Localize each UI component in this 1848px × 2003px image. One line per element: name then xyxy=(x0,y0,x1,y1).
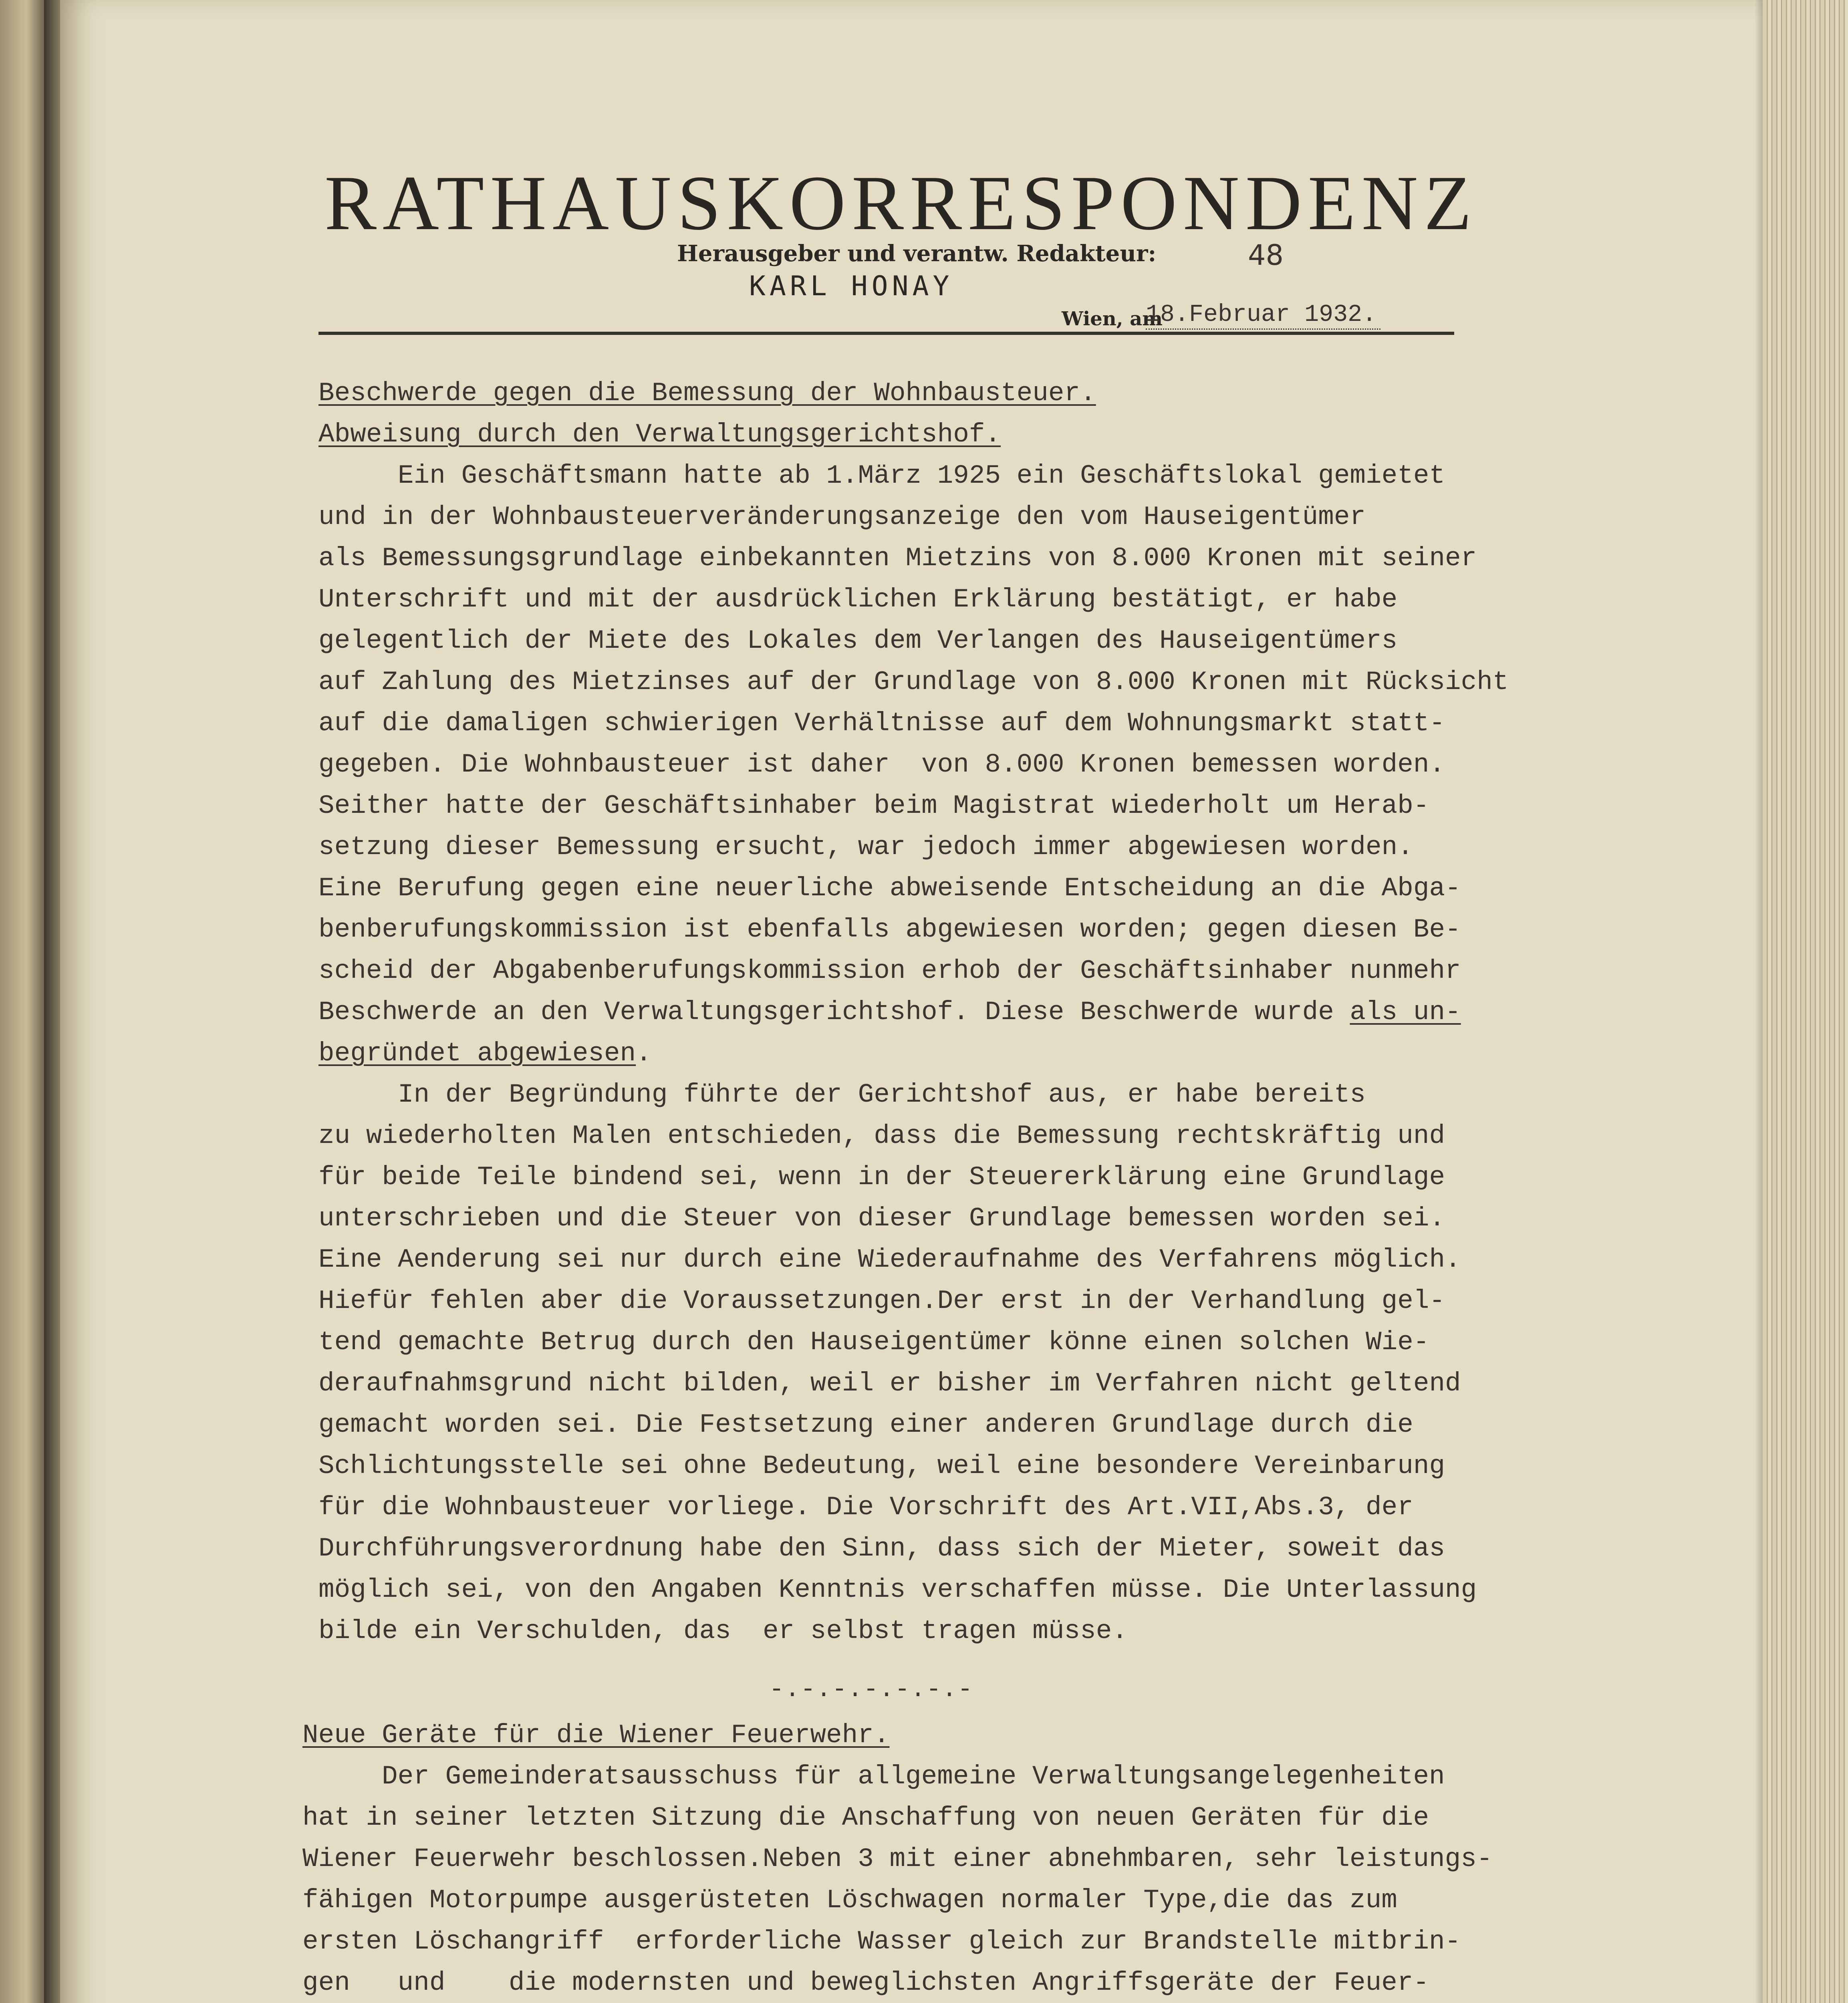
masthead-title: RATHAUSKORRESPONDENZ xyxy=(324,160,1478,246)
article-1-paragraph-2-line: Eine Aenderung sei nur durch eine Wiederaufnahme des Verfahrens möglich. xyxy=(318,1245,1461,1275)
page-stack-edges xyxy=(1763,0,1848,2003)
section-separator: -.-.-.-.-.-.- xyxy=(769,1675,973,1704)
facing-page-edge xyxy=(0,0,48,2003)
article-1-verdict-intro: Beschwerde an den Verwaltungsgerichtshof. Diese Beschwerde wurde xyxy=(318,997,1350,1027)
article-1-paragraph-2-line: für die Wohnbausteuer vorliege. Die Vorschrift des Art.VII,Abs.3, der xyxy=(318,1492,1413,1522)
article-1-paragraph-2-line: In der Begründung führte der Gerichtshof aus, er habe bereits xyxy=(318,1080,1366,1110)
article-2-paragraph-line: Der Gemeinderatsausschuss für allgemeine Verwaltungsangelegenheiten xyxy=(302,1761,1445,1791)
article-1-paragraph-2-line: Schlichtungsstelle sei ohne Bedeutung, weil eine besondere Vereinbarung xyxy=(318,1451,1445,1481)
article-2-paragraph-line: fähigen Motorpumpe ausgerüsteten Löschwagen normaler Type,die das zum xyxy=(302,1885,1397,1915)
article-1-verdict-period: . xyxy=(636,1038,652,1068)
article-2-paragraph-line: ersten Löschangriff erforderliche Wasser gleich zur Brandstelle mitbrin- xyxy=(302,1926,1461,1957)
article-1-paragraph-1-line: auf die damaligen schwierigen Verhältnisse auf dem Wohnungsmarkt statt- xyxy=(318,708,1445,738)
article-1-title-line-2: Abweisung durch den Verwaltungsgerichtshof. xyxy=(318,419,1001,449)
article-1-paragraph-2-line: für beide Teile bindend sei, wenn in der Steuererklärung eine Grundlage xyxy=(318,1162,1445,1192)
article-1-paragraph-1-line: gegeben. Die Wohnbausteuer ist daher von 8.000 Kronen bemessen worden. xyxy=(318,750,1445,780)
article-1-paragraph-1-line: Eine Berufung gegen eine neuerliche abweisende Entscheidung an die Abga- xyxy=(318,873,1461,903)
issue-number: 48 xyxy=(1248,239,1284,272)
article-1-paragraph-2-line: Hiefür fehlen aber die Voraussetzungen.Der erst in der Verhandlung gel- xyxy=(318,1286,1445,1316)
editor-name: KARL HONAY xyxy=(749,270,953,302)
article-1-paragraph-1-last-line xyxy=(318,991,1461,1033)
article-1-paragraph-2-line: bilde ein Verschulden, das er selbst tragen müsse. xyxy=(318,1616,1128,1646)
article-1-paragraph-1-line: benberufungskommission ist ebenfalls abgewiesen worden; gegen diesen Be- xyxy=(318,915,1461,945)
article-2-title: Neue Geräte für die Wiener Feuerwehr. xyxy=(302,1720,890,1750)
issue-date: 18.Februar 1932. xyxy=(1146,301,1380,330)
article-1-title-line-1: Beschwerde gegen die Bemessung der Wohnbausteuer. xyxy=(318,378,1096,408)
article-1-paragraph-2-line: gemacht worden sei. Die Festsetzung einer anderen Grundlage durch die xyxy=(318,1410,1413,1440)
article-1-paragraph-2-line: Durchführungsverordnung habe den Sinn, dass sich der Mieter, soweit das xyxy=(318,1533,1445,1564)
article-1-verdict-underlined-2: begründet abgewiesen xyxy=(318,1038,636,1068)
article-1-verdict-line xyxy=(318,1033,652,1074)
article-1-paragraph-2-line: tend gemachte Betrug durch den Hauseigentümer könne einen solchen Wie- xyxy=(318,1327,1429,1357)
article-1-paragraph-1-line: Unterschrift und mit der ausdrücklichen Erklärung bestätigt, er habe xyxy=(318,584,1398,615)
date-label: Wien, am xyxy=(1062,308,1163,330)
article-1-paragraph-1-line: setzung dieser Bemessung ersucht, war jedoch immer abgewiesen worden. xyxy=(318,832,1413,862)
article-1-paragraph-1-line: auf Zahlung des Mietzinses auf der Grundlage von 8.000 Kronen mit Rücksicht xyxy=(318,667,1509,697)
article-1-paragraph-1-line: Ein Geschäftsmann hatte ab 1.März 1925 ein Geschäftslokal gemietet xyxy=(318,461,1445,491)
article-1-paragraph-2-line: zu wiederholten Malen entschieden, dass die Bemessung rechtskräftig und xyxy=(318,1121,1445,1151)
article-1-paragraph-1-line: scheid der Abgabenberufungskommission erhob der Geschäftsinhaber nunmehr xyxy=(318,956,1461,986)
article-1-paragraph-1-line: und in der Wohnbausteuerveränderungsanzeige den vom Hauseigentümer xyxy=(318,502,1366,532)
masthead-rule xyxy=(318,332,1454,335)
article-1-paragraph-2-line: deraufnahmsgrund nicht bilden, weil er bisher im Verfahren nicht geltend xyxy=(318,1368,1461,1398)
publisher-label: Herausgeber und verantw. Redakteur: xyxy=(677,240,1157,267)
article-2-paragraph-line: hat in seiner letzten Sitzung die Anschaffung von neuen Geräten für die xyxy=(302,1803,1429,1833)
article-2-paragraph-line: gen und die modernsten und beweglichsten Angriffsgeräte der Feuer- xyxy=(302,1968,1429,1998)
article-1-verdict-underlined-1: als un- xyxy=(1350,997,1461,1027)
article-1-paragraph-1-line: gelegentlich der Miete des Lokales dem Verlangen des Hauseigentümers xyxy=(318,626,1398,656)
article-2-paragraph-line: Wiener Feuerwehr beschlossen.Neben 3 mit einer abnehmbaren, sehr leistungs- xyxy=(302,1844,1493,1874)
article-1-paragraph-2-line: unterschrieben und die Steuer von dieser Grundlage bemessen worden sei. xyxy=(318,1203,1445,1233)
article-1-paragraph-1-line: als Bemessungsgrundlage einbekannten Mietzins von 8.000 Kronen mit seiner xyxy=(318,543,1477,573)
article-1-paragraph-1-line: Seither hatte der Geschäftsinhaber beim Magistrat wiederholt um Herab- xyxy=(318,791,1429,821)
article-1-paragraph-2-line: möglich sei, von den Angaben Kenntnis verschaffen müsse. Die Unterlassung xyxy=(318,1575,1477,1605)
